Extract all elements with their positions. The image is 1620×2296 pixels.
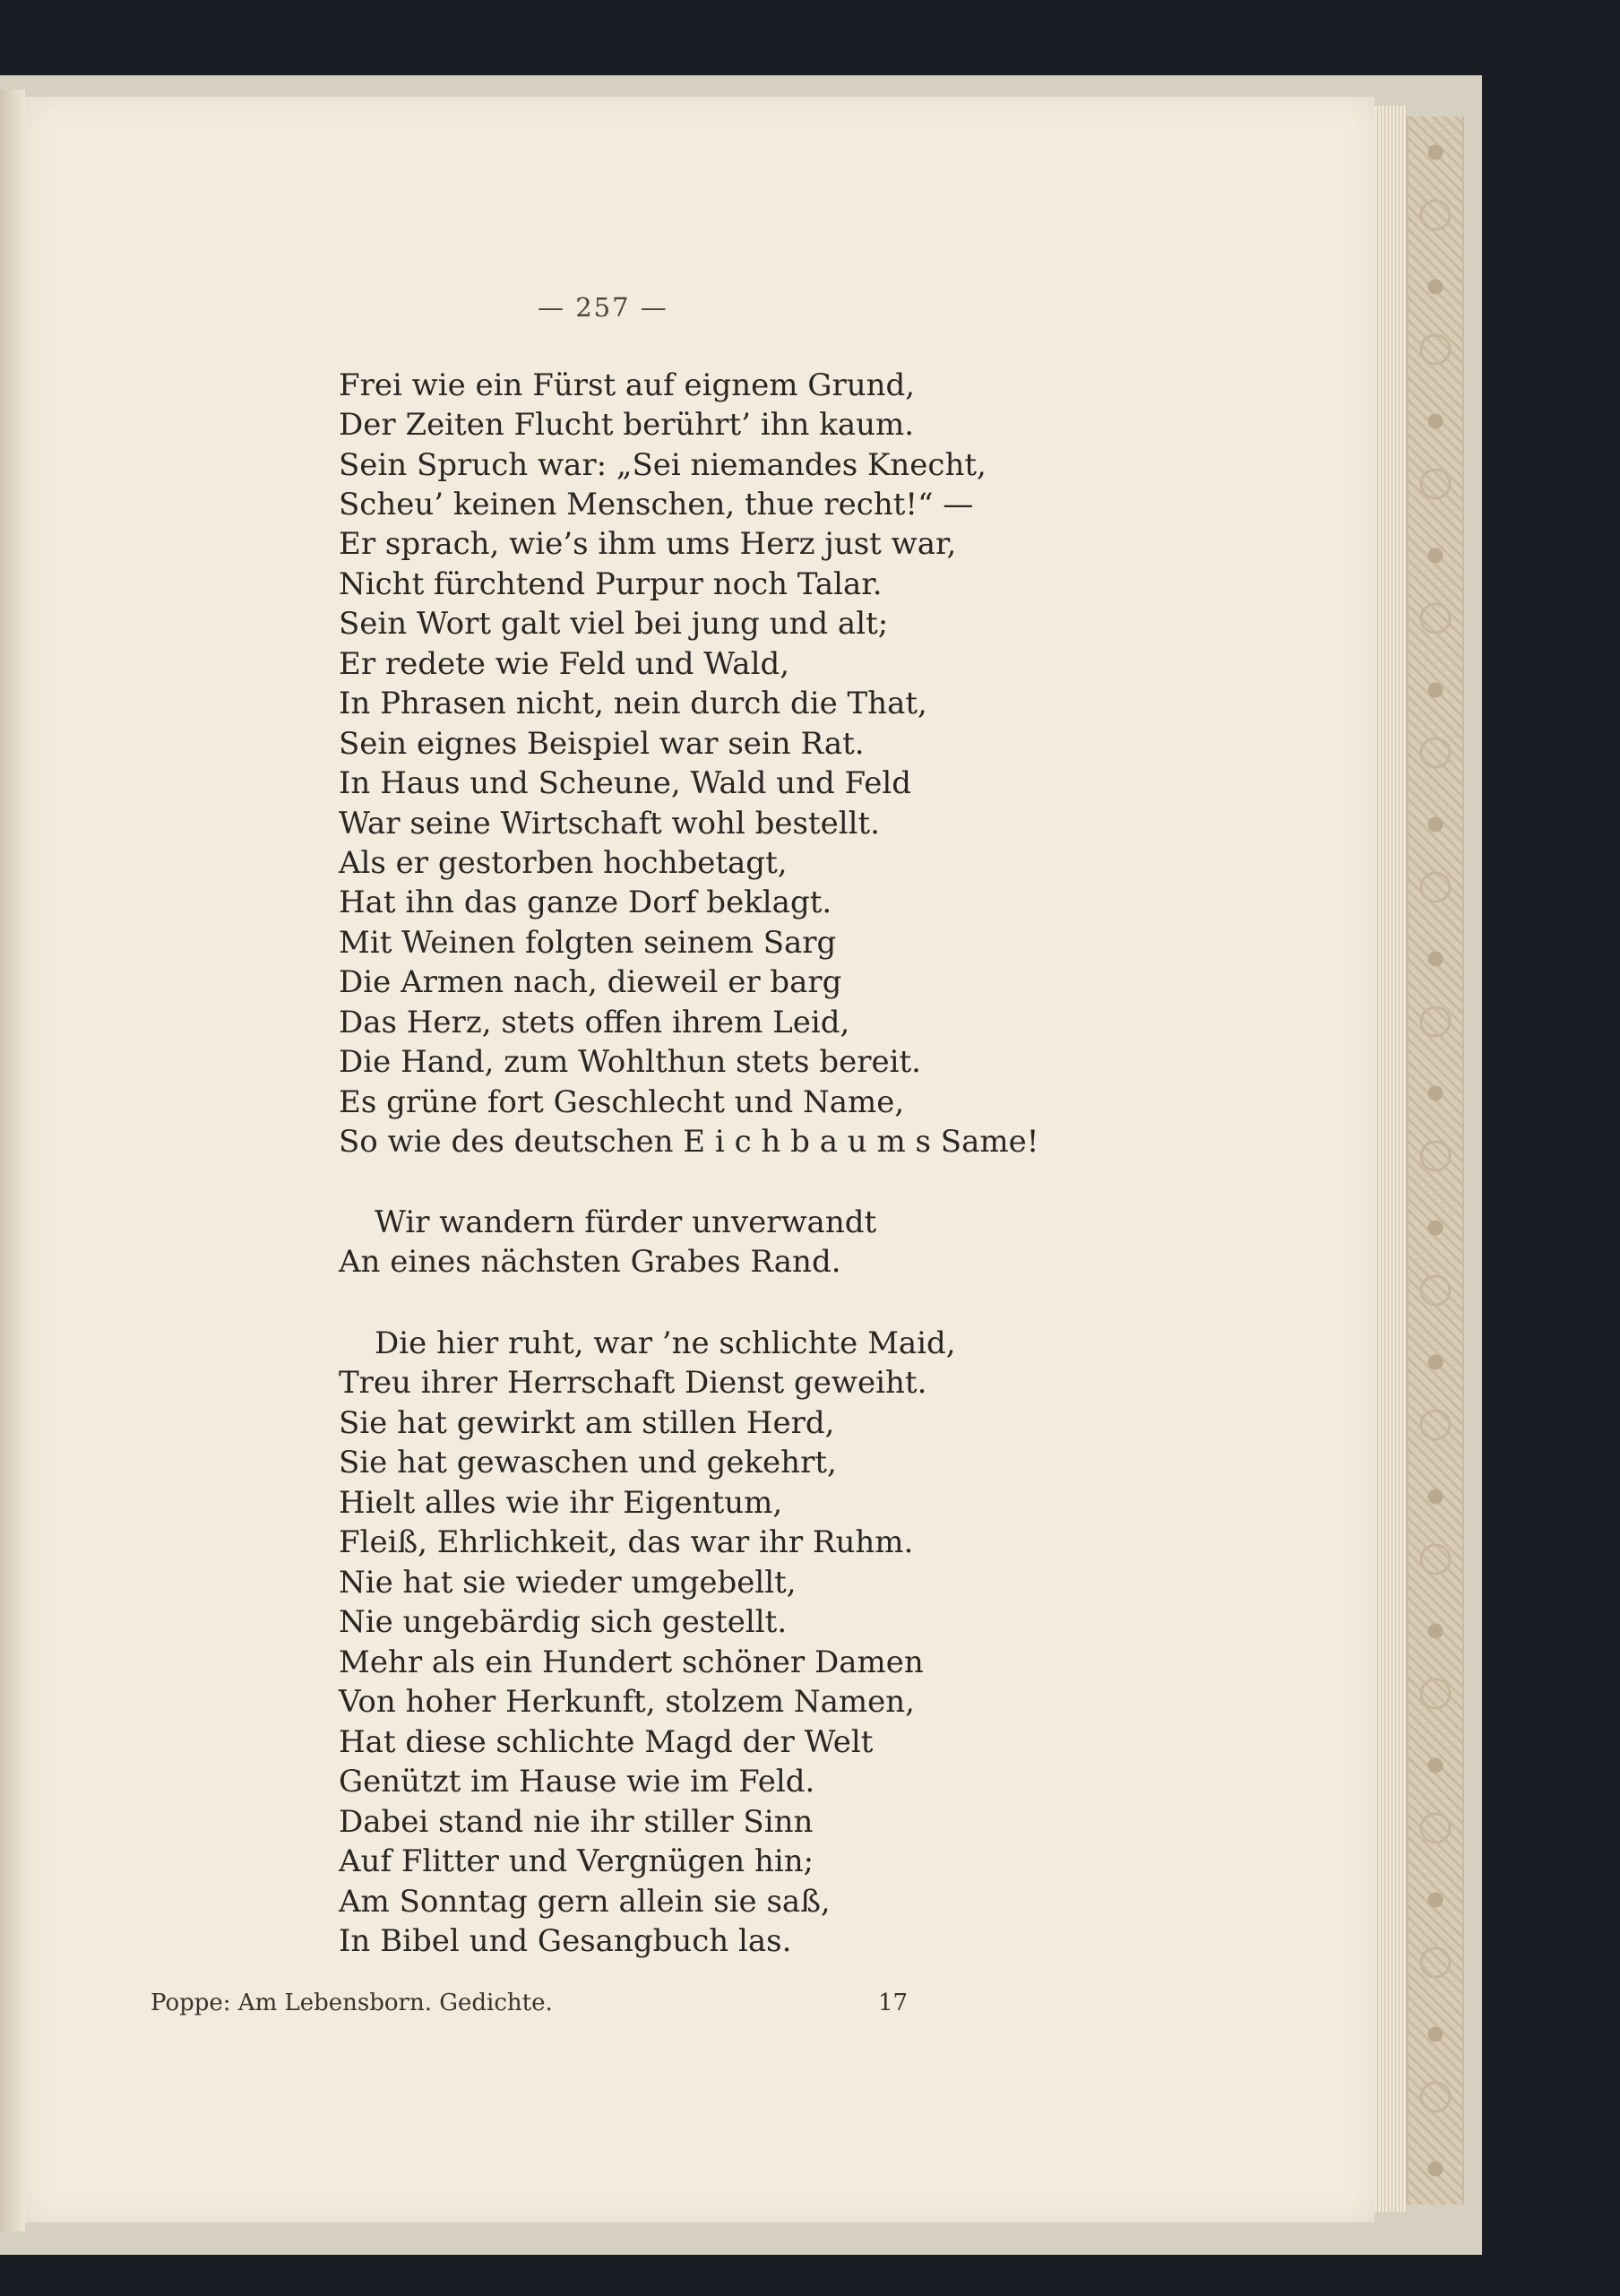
poem-line: In Haus und Scheune, Wald und Feld — [339, 765, 912, 801]
poem-line: Treu ihrer Herrschaft Dienst geweiht. — [339, 1365, 927, 1401]
poem-line: Der Zeiten Flucht berührt’ ihn kaum. — [339, 407, 915, 443]
poem-line: Sein eignes Beispiel war sein Rat. — [339, 726, 865, 762]
poem-line: In Bibel und Gesangbuch las. — [339, 1923, 792, 1959]
poem-line: Es grüne fort Geschlecht und Name, — [339, 1084, 905, 1120]
poem-line: Nicht fürchtend Purpur noch Talar. — [339, 566, 883, 602]
poem-line: Die Armen nach, dieweil er barg — [339, 964, 842, 1000]
poem-line: Frei wie ein Fürst auf eignem Grund, — [339, 367, 916, 403]
poem-line: Hat diese schlichte Magd der Welt — [339, 1724, 874, 1760]
poem-line: An eines nächsten Grabes Rand. — [339, 1244, 841, 1280]
poem-line: Genützt im Hause wie im Feld. — [339, 1764, 815, 1800]
page-number: — 257 — — [538, 292, 668, 323]
poem-line: Sie hat gewirkt am stillen Herd, — [339, 1405, 835, 1441]
poem-line: Hat ihn das ganze Dorf beklagt. — [339, 885, 832, 920]
poem-line: Das Herz, stets offen ihrem Leid, — [339, 1005, 850, 1040]
poem-line: Wir wandern fürder unverwandt — [375, 1204, 877, 1240]
poem-line: Die Hand, zum Wohlthun stets bereit. — [339, 1044, 921, 1080]
poem-line: Sie hat gewaschen und gekehrt, — [339, 1445, 837, 1480]
poem-line: Er sprach, wie’s ihm ums Herz just war, — [339, 526, 957, 562]
poem-line: Mehr als ein Hundert schöner Damen — [339, 1644, 924, 1680]
footer-signature: Poppe: Am Lebensborn. Gedichte. — [151, 1990, 553, 2016]
poem-line: Scheu’ keinen Menschen, thue recht!“ — — [339, 487, 974, 522]
poem-line: Dabei stand nie ihr stiller Sinn — [339, 1804, 814, 1840]
poem-line: Am Sonntag gern allein sie saß, — [339, 1884, 831, 1920]
poem-line: War seine Wirtschaft wohl bestellt. — [339, 806, 880, 842]
poem-line: Sein Wort galt viel bei jung und alt; — [339, 606, 889, 642]
poem-line: Mit Weinen folgten seinem Sarg — [339, 925, 837, 961]
poem-line: Auf Flitter und Vergnügen hin; — [339, 1843, 814, 1879]
poem-line: In Phrasen nicht, nein durch die That, — [339, 686, 927, 721]
poem-line: Fleiß, Ehrlichkeit, das war ihr Ruhm. — [339, 1524, 914, 1560]
poem-line: Von hoher Herkunft, stolzem Namen, — [339, 1684, 915, 1720]
poem-line: Er redete wie Feld und Wald, — [339, 646, 790, 682]
footer-sheet-number: 17 — [878, 1990, 909, 2016]
poem-line: Hielt alles wie ihr Eigentum, — [339, 1485, 783, 1521]
poem-line: Nie hat sie wieder umgebellt, — [339, 1565, 797, 1601]
poem-line: Nie ungebärdig sich gestellt. — [339, 1604, 788, 1640]
poem-line: Sein Spruch war: „Sei niemandes Knecht, — [339, 447, 987, 483]
poem-line: Die hier ruht, war ’ne schlichte Maid, — [375, 1325, 956, 1361]
poem-line: Als er gestorben hochbetagt, — [339, 845, 788, 881]
poem-line: So wie des deutschen E i c h b a u m s Same! — [339, 1124, 1039, 1160]
